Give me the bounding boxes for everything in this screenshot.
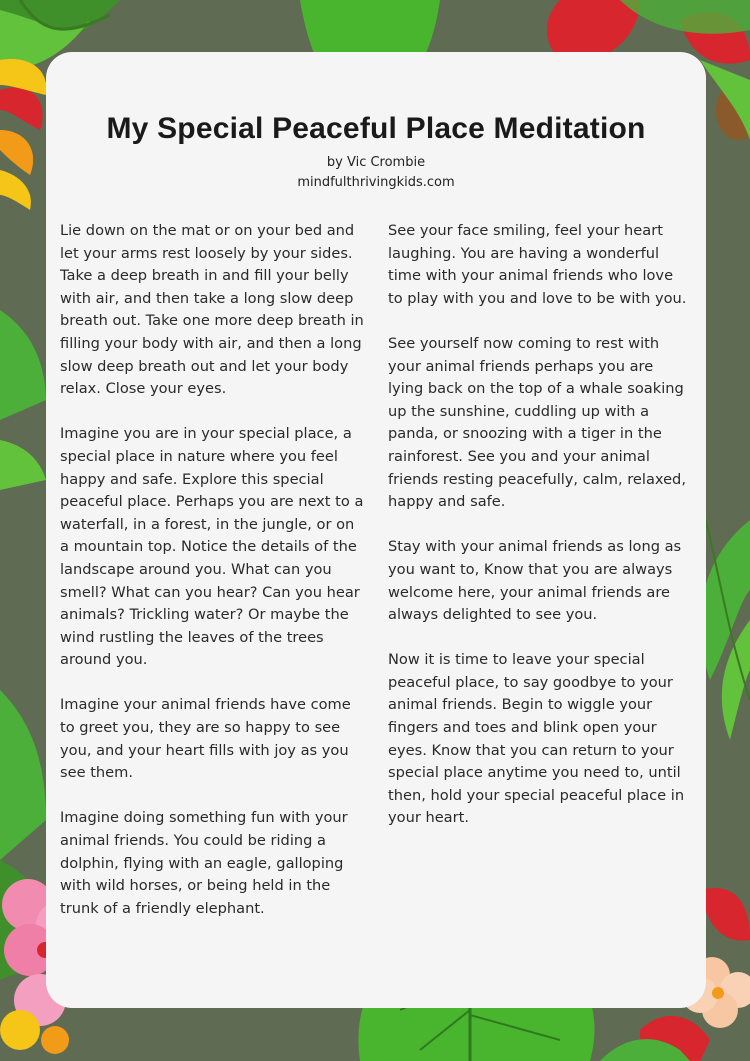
paragraph: Now it is time to leave your special peaceful place, to say goodbye to your animal friends. Begin to wiggle your fingers and toes and blink open your eyes. Know that you can return to your special place anytime you need to, until then, hold your special peaceful place in your heart. <box>388 651 685 827</box>
paragraph: Imagine doing something fun with your animal friends. You could be riding a dolphin, flying with an eagle, galloping with wild horses, or being held in the trunk of a friendly elephant. <box>60 809 348 917</box>
right-column <box>388 220 692 853</box>
paragraph: Stay with your animal friends as long as you want to, Know that you are always welcome here, your animal friends are always delighted to see you. <box>388 538 682 624</box>
page-title: My Special Peaceful Place Meditation <box>106 112 646 145</box>
paragraph: See yourself now coming to rest with your animal friends perhaps you are lying back on the top of a whale soaking up the sunshine, cuddling up with a panda, or snoozing with a tiger in the rainforest. See you and your animal friends resting peacefully, calm, relaxed, happy and safe. <box>388 334 686 511</box>
paragraph: Lie down on the mat or on your bed and let your arms rest loosely by your sides. Take a deep breath in and fill your belly with air, and then take a long slow deep breath out. Take one more deep breath in filling your body with air, and then a long slow deep breath out and let your body relax. Close your eyes. <box>60 222 364 398</box>
paragraph: See your face smiling, feel your heart laughing. You are having a wonderful time with your animal friends who love to play with you and love to be with you. <box>388 222 687 307</box>
paragraph: Imagine you are in your special place, a special place in nature where you feel happy and safe. Explore this special peaceful place. Perhaps you are next to a waterfall, in a forest, in the jungle, or on a mountain top. Notice the details of the landscape around you. What can you smell? What can you hear? Can you hear animals? Trickling water? Or maybe the wind rustling the leaves of the trees around you. <box>60 425 364 669</box>
left-column <box>60 220 364 943</box>
website-link[interactable]: mindfulthrivingkids.com <box>297 175 455 190</box>
paragraph: Imagine your animal friends have come to greet you, they are so happy to see you, and your heart fills with joy as you see them. <box>60 696 351 782</box>
author-byline: by Vic Crombie <box>326 155 426 170</box>
meditation-card <box>46 52 706 1008</box>
